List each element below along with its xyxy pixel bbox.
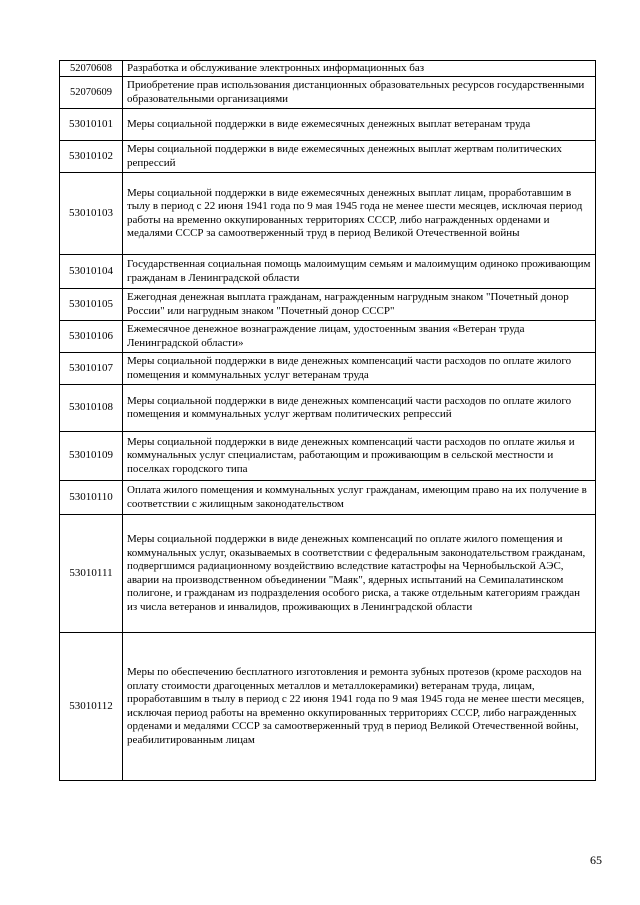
row-code: 53010106 <box>60 321 123 353</box>
row-description: Меры социальной поддержки в виде денежных компенсаций части расходов по оплате жилого помещения и коммунальных услуг ветеранам труда <box>123 353 596 385</box>
table-row <box>60 77 596 109</box>
row-code: 52070609 <box>60 77 123 109</box>
row-code: 53010111 <box>60 515 123 633</box>
table-row <box>60 289 596 321</box>
budget-codes-table <box>59 60 596 781</box>
row-code: 53010104 <box>60 255 123 289</box>
table-row <box>60 481 596 515</box>
row-description: Разработка и обслуживание электронных информационных баз <box>123 61 596 77</box>
table-row <box>60 255 596 289</box>
table-row <box>60 173 596 255</box>
table-row <box>60 515 596 633</box>
row-code: 53010108 <box>60 385 123 432</box>
row-description: Оплата жилого помещения и коммунальных услуг гражданам, имеющим право на их получение в соответствии с жилищным законодательством <box>123 481 596 515</box>
row-description: Меры социальной поддержки в виде ежемесячных денежных выплат лицам, проработавшим в тылу в период с 22 июня 1941 года по 9 мая 1945 года не менее шести месяцев, исключая период работы на временно оккупированных территориях СССР, либо награжденных орденами и медалями СССР за самоотверженный труд в период Великой Отечественной войны <box>123 173 596 255</box>
row-description: Меры социальной поддержки в виде денежных компенсаций части расходов по оплате жилья и коммунальных услуг специалистам, работающим и проживающим в сельской местности и поселках городского типа <box>123 432 596 481</box>
page-number: 65 <box>590 853 602 867</box>
table-row <box>60 61 596 77</box>
row-code: 53010102 <box>60 141 123 173</box>
table-row <box>60 109 596 141</box>
table-row <box>60 432 596 481</box>
row-description: Меры по обеспечению бесплатного изготовления и ремонта зубных протезов (кроме расходов на оплату стоимости драгоценных металлов и металлокерамики) ветеранам труда, лицам, проработавшим в тылу в период с 22 июня 1941 года по 9 мая 1945 года не менее шести месяцев, исключая период работы на временно оккупированных территориях СССР, либо награжденных орденами и медалями СССР за самоотверженный труд в период Великой Отечественной войны, реабилитированным лицам <box>123 633 596 781</box>
row-description: Меры социальной поддержки в виде ежемесячных денежных выплат ветеранам труда <box>123 109 596 141</box>
row-code: 53010105 <box>60 289 123 321</box>
table-row <box>60 385 596 432</box>
row-description: Ежегодная денежная выплата гражданам, награжденным нагрудным знаком "Почетный донор России" или нагрудным знаком "Почетный донор СССР" <box>123 289 596 321</box>
row-code: 53010107 <box>60 353 123 385</box>
row-code: 52070608 <box>60 61 123 77</box>
row-description: Приобретение прав использования дистанционных образовательных ресурсов государственными образовательными организациями <box>123 77 596 109</box>
table-row <box>60 141 596 173</box>
table-row <box>60 353 596 385</box>
table-row <box>60 633 596 781</box>
row-code: 53010101 <box>60 109 123 141</box>
row-code: 53010110 <box>60 481 123 515</box>
row-description: Ежемесячное денежное вознаграждение лицам, удостоенным звания «Ветеран труда Ленинградской области» <box>123 321 596 353</box>
row-code: 53010109 <box>60 432 123 481</box>
table-row <box>60 321 596 353</box>
row-description: Меры социальной поддержки в виде денежных компенсаций по оплате жилого помещения и коммунальных услуг, оказываемых в соответствии с федеральным законодательством гражданам, подвергшимся радиационному воздействию вследствие катастрофы на Чернобыльской АЭС, аварии на производственном объединении "Маяк", ядерных испытаний на Семипалатинском полигоне, и гражданам из подразделения особого риска, а также отдельным категориям граждан из числа ветеранов и инвалидов, проживающих в Ленинградской области <box>123 515 596 633</box>
row-code: 53010103 <box>60 173 123 255</box>
row-description: Меры социальной поддержки в виде ежемесячных денежных выплат жертвам политических репрессий <box>123 141 596 173</box>
row-description: Меры социальной поддержки в виде денежных компенсаций части расходов по оплате жилого помещения и коммунальных услуг жертвам политических репрессий <box>123 385 596 432</box>
row-code: 53010112 <box>60 633 123 781</box>
row-description: Государственная социальная помощь малоимущим семьям и малоимущим одиноко проживающим гражданам в Ленинградской области <box>123 255 596 289</box>
